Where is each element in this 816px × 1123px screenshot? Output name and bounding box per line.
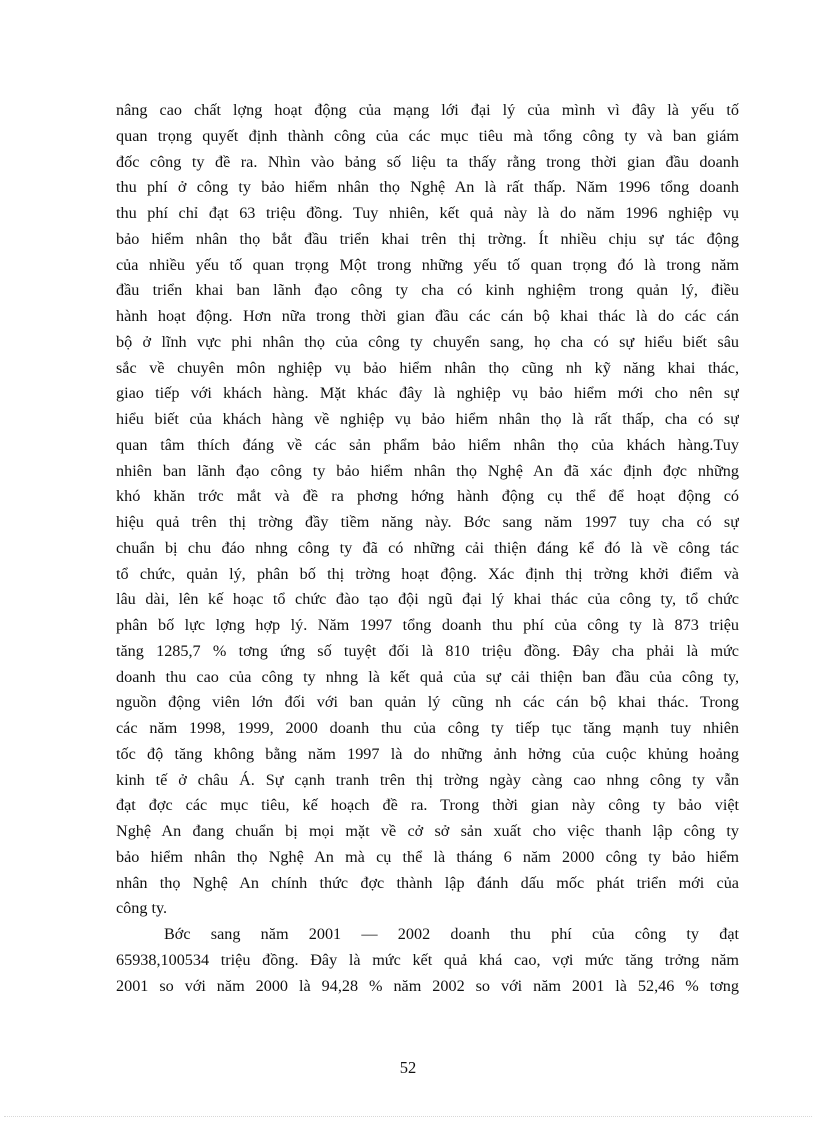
text-line: tốc độ tăng không bằng năm 1997 là do những ảnh hởng của cuộc khủng hoảng bbox=[116, 744, 739, 763]
paragraph bbox=[116, 922, 739, 999]
text-line: quan tâm thích đáng về các sản phẩm bảo hiểm nhân thọ của khách hàng.Tuy bbox=[116, 435, 739, 454]
text-line: nâng cao chất lợng hoạt động của mạng lới đại lý của mình vì đây là yếu tố bbox=[116, 101, 739, 119]
text-line: bảo hiểm nhân thọ bắt đầu triển khai trên thị trờng. Ít nhiều chịu sự tác động bbox=[116, 229, 739, 248]
text-line: đầu triển khai ban lãnh đạo công ty cha có kinh nghiệm trong quản lý, điều bbox=[116, 281, 739, 300]
text-line: 65938,100534 triệu đồng. Đây là mức kết quả khá cao, vợi mức tăng trởng năm bbox=[116, 950, 739, 969]
text-line: sắc về chuyên môn nghiệp vụ bảo hiểm nhân thọ cũng nh kỹ năng khai thác, bbox=[116, 358, 739, 377]
text-line: bảo hiểm nhân thọ Nghệ An mà cụ thể là tháng 6 năm 2000 công ty bảo hiểm bbox=[116, 847, 739, 866]
document-body bbox=[116, 98, 739, 999]
text-line: Bớc sang năm 2001 — 2002 doanh thu phí của công ty đạt bbox=[164, 925, 739, 943]
text-line: bộ ở lĩnh vực phi nhân thọ của công ty chuyển sang, họ cha có sự hiểu biết sâu bbox=[116, 332, 739, 351]
text-line: 2001 so với năm 2000 là 94,28 % năm 2002 so với năm 2001 là 52,46 % tơng bbox=[116, 976, 739, 995]
text-line: nguồn động viên lớn đối với ban quản lý cũng nh các cán bộ khai thác. Trong bbox=[116, 693, 739, 712]
text-line: đạt đợc các mục tiêu, kế hoạch đề ra. Trong thời gian này công ty bảo việt bbox=[116, 796, 739, 815]
page-number: 52 bbox=[399, 1058, 417, 1077]
text-line: nhiên ban lãnh đạo công ty bảo hiểm nhân thọ Nghệ An đã xác định đợc những bbox=[116, 461, 739, 480]
text-line: tổ chức, quản lý, phân bố thị trờng hoạt động. Xác định thị trờng khởi điểm và bbox=[116, 564, 739, 583]
text-line: thu phí ở công ty bảo hiểm nhân thọ Nghệ An là rất thấp. Năm 1996 tổng doanh bbox=[116, 178, 739, 197]
text-line: nhân thọ Nghệ An chính thức đợc thành lập đánh dấu mốc phát triển mới của bbox=[116, 873, 739, 892]
text-line: phân bố lực lợng hợp lý. Năm 1997 tổng doanh thu phí của công ty là 873 triệu bbox=[116, 616, 739, 634]
text-line: quan trọng quyết định thành công của các mục tiêu mà tổng công ty và ban giám bbox=[116, 126, 739, 145]
text-line: hiệu quả trên thị trờng đầy tiềm năng này. Bớc sang năm 1997 tuy cha có sự bbox=[116, 513, 739, 531]
text-line: hành hoạt động. Hơn nữa trong thời gian đầu các cán bộ khai thác là do các cán bbox=[116, 307, 739, 325]
text-line: tăng 1285,7 % tơng ứng số tuyệt đối là 810 triệu đồng. Đây cha phải là mức bbox=[116, 641, 739, 660]
text-line: giao tiếp với khách hàng. Mặt khác đây là nghiệp vụ bảo hiểm mới cho nên sự bbox=[116, 384, 739, 403]
text-line: chuẩn bị chu đáo nhng công ty đã có những cải thiện đáng kể đó là về công tác bbox=[116, 538, 739, 557]
text-line: Nghệ An đang chuẩn bị mọi mặt về cở sở sản xuất cho việc thanh lập công ty bbox=[116, 822, 739, 840]
text-line: công ty. bbox=[116, 899, 168, 918]
text-line: lâu dài, lên kế hoạc tổ chức đào tạo đội ngũ đại lý khai thác của công ty, tổ chức bbox=[116, 590, 739, 609]
text-line: kinh tế ở châu Á. Sự cạnh tranh trên thị trờng ngày càng cao nhng công ty vẫn bbox=[116, 770, 739, 789]
text-line: khó khăn trớc mắt và đề ra phơng hớng hành động cụ thể để hoạt động có bbox=[116, 487, 739, 506]
page-bottom-border bbox=[4, 1116, 812, 1117]
text-line: đốc công ty đề ra. Nhìn vào bảng số liệu ta thấy rằng trong thời gian đầu doanh bbox=[116, 152, 739, 171]
paragraph bbox=[116, 98, 739, 922]
text-line: hiểu biết của khách hàng về nghiệp vụ bảo hiểm nhân thọ là rất thấp, cha có sự bbox=[116, 410, 739, 428]
text-line: thu phí chỉ đạt 63 triệu đồng. Tuy nhiên, kết quả này là do năm 1996 nghiệp vụ bbox=[116, 204, 739, 222]
text-line: của nhiều yếu tố quan trọng Một trong những yếu tố quan trọng đó là trong năm bbox=[116, 255, 739, 274]
text-line: doanh thu cao của công ty nhng là kết quả của sự cải thiện ban đầu của công ty, bbox=[116, 667, 739, 686]
text-line: các năm 1998, 1999, 2000 doanh thu của công ty tiếp tục tăng mạnh tuy nhiên bbox=[116, 719, 739, 737]
